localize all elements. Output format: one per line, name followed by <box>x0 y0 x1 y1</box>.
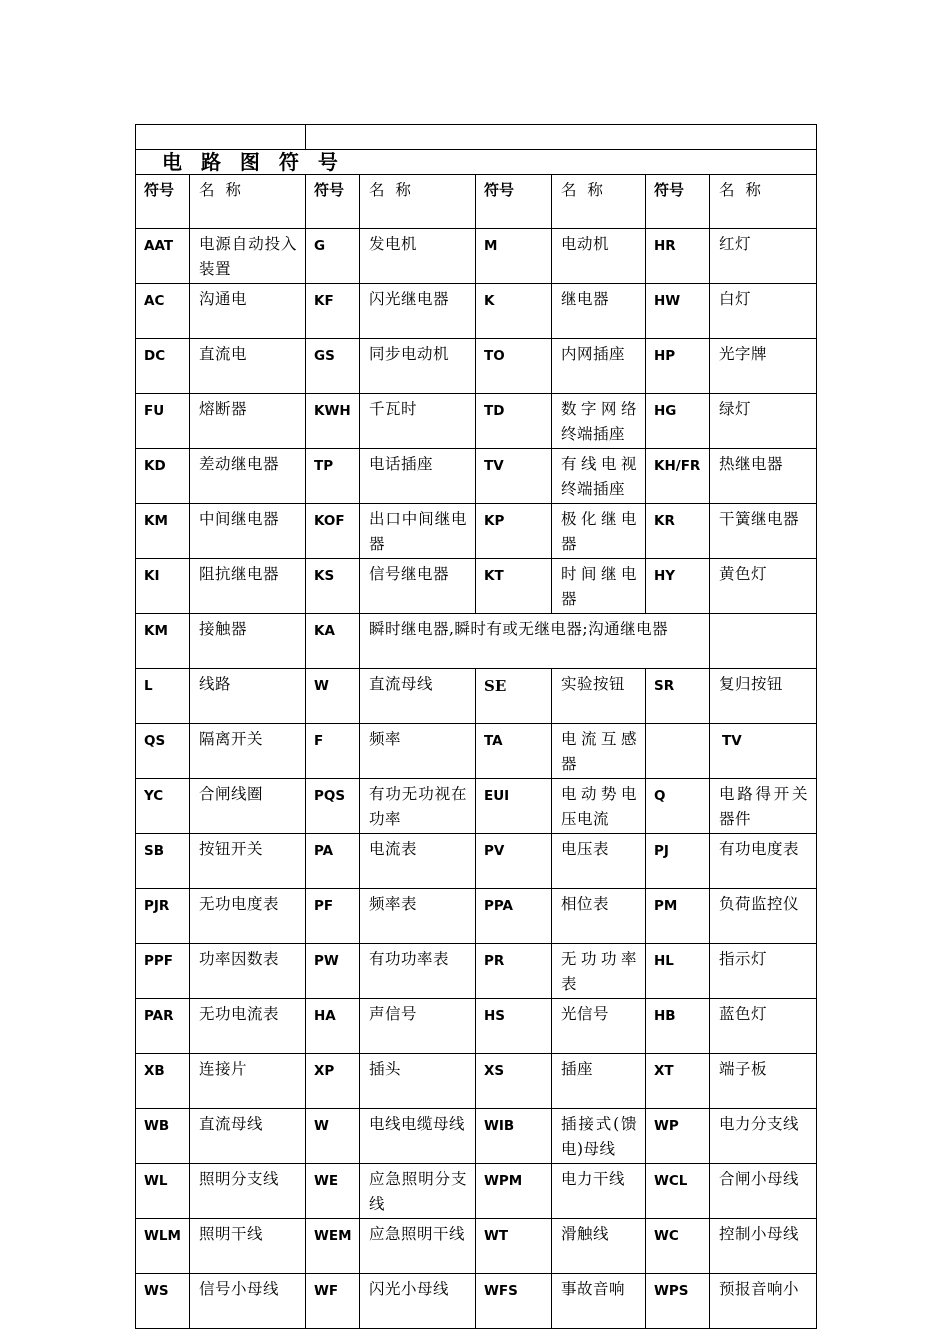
symbol-cell: HW <box>646 284 710 339</box>
symbol-cell: QS <box>136 724 190 779</box>
symbol-cell: KM <box>136 614 190 669</box>
name-cell: 电动机 <box>552 229 646 284</box>
table-row <box>136 1274 817 1329</box>
name-cell: 同步电动机 <box>360 339 476 394</box>
symbol-cell: DC <box>136 339 190 394</box>
symbol-cell: KA <box>306 614 360 669</box>
name-cell: 有线电视终端插座 <box>552 449 646 504</box>
symbol-cell: PV <box>476 834 552 889</box>
symbol-cell: PR <box>476 944 552 999</box>
symbol-table <box>135 124 817 1329</box>
name-cell: 控制小母线 <box>710 1219 817 1274</box>
symbol-cell: KR <box>646 504 710 559</box>
symbol-cell: PW <box>306 944 360 999</box>
top-right-cell <box>306 125 817 150</box>
page-title: 电 路 图 符 号 <box>162 150 344 174</box>
table-top-row <box>136 125 817 150</box>
name-cell: 闪光小母线 <box>360 1274 476 1329</box>
table-row <box>136 1164 817 1219</box>
header-symbol: 符号 <box>476 175 552 229</box>
symbol-cell: F <box>306 724 360 779</box>
name-cell: 千瓦时 <box>360 394 476 449</box>
name-cell: 功率因数表 <box>190 944 306 999</box>
symbol-cell: W <box>306 1109 360 1164</box>
symbol-cell: KF <box>306 284 360 339</box>
name-cell: 隔离开关 <box>190 724 306 779</box>
name-cell: 声信号 <box>360 999 476 1054</box>
symbol-cell: KP <box>476 504 552 559</box>
symbol-cell: SR <box>646 669 710 724</box>
symbol-cell: AC <box>136 284 190 339</box>
name-cell: 预报音响小 <box>710 1274 817 1329</box>
table-row <box>136 339 817 394</box>
title-row <box>136 150 817 175</box>
top-left-cell <box>136 125 306 150</box>
symbol-cell: EUI <box>476 779 552 834</box>
name-cell: TV <box>710 724 817 779</box>
symbol-cell: WLM <box>136 1219 190 1274</box>
symbol-cell: PJ <box>646 834 710 889</box>
name-cell: 合闸线圈 <box>190 779 306 834</box>
table-row <box>136 1054 817 1109</box>
name-cell: 闪光继电器 <box>360 284 476 339</box>
header-name: 名 称 <box>360 175 476 229</box>
table-row <box>136 889 817 944</box>
symbol-cell: GS <box>306 339 360 394</box>
name-cell: 继电器 <box>552 284 646 339</box>
name-cell: 照明分支线 <box>190 1164 306 1219</box>
symbol-cell: XP <box>306 1054 360 1109</box>
name-cell: 光信号 <box>552 999 646 1054</box>
name-cell: 电压表 <box>552 834 646 889</box>
symbol-cell: W <box>306 669 360 724</box>
name-cell: 阻抗继电器 <box>190 559 306 614</box>
symbol-cell: M <box>476 229 552 284</box>
table-row <box>136 229 817 284</box>
name-cell: 干簧继电器 <box>710 504 817 559</box>
name-cell: 绿灯 <box>710 394 817 449</box>
name-cell: 直流母线 <box>190 1109 306 1164</box>
name-cell: 直流电 <box>190 339 306 394</box>
symbol-cell: WPS <box>646 1274 710 1329</box>
name-cell: 频率 <box>360 724 476 779</box>
name-cell: 瞬时继电器,瞬时有或无继电器;沟通继电器 <box>360 614 710 669</box>
symbol-cell: PJR <box>136 889 190 944</box>
symbol-cell: HG <box>646 394 710 449</box>
name-cell: 插座 <box>552 1054 646 1109</box>
name-cell: 无功功率表 <box>552 944 646 999</box>
symbol-cell: WS <box>136 1274 190 1329</box>
name-cell: 线路 <box>190 669 306 724</box>
name-cell: 内网插座 <box>552 339 646 394</box>
name-cell: 插接式(馈电)母线 <box>552 1109 646 1164</box>
symbol-cell: KH/FR <box>646 449 710 504</box>
symbol-cell: K <box>476 284 552 339</box>
symbol-cell: KWH <box>306 394 360 449</box>
table-row <box>136 724 817 779</box>
name-cell: 接触器 <box>190 614 306 669</box>
symbol-cell: WC <box>646 1219 710 1274</box>
name-cell: 电话插座 <box>360 449 476 504</box>
name-cell: 合闸小母线 <box>710 1164 817 1219</box>
table-row <box>136 449 817 504</box>
symbol-cell: FU <box>136 394 190 449</box>
table-row <box>136 1219 817 1274</box>
name-cell: 连接片 <box>190 1054 306 1109</box>
table-row <box>136 504 817 559</box>
symbol-cell: Q <box>646 779 710 834</box>
name-cell: 无功电流表 <box>190 999 306 1054</box>
symbol-cell: KOF <box>306 504 360 559</box>
table-row <box>136 284 817 339</box>
symbol-cell: HP <box>646 339 710 394</box>
header-name: 名 称 <box>552 175 646 229</box>
symbol-cell: PAR <box>136 999 190 1054</box>
symbol-cell: KD <box>136 449 190 504</box>
table-row-merged <box>136 614 817 669</box>
name-cell: 电力分支线 <box>710 1109 817 1164</box>
table-row <box>136 779 817 834</box>
name-cell: 有功电度表 <box>710 834 817 889</box>
name-cell: 有功功率表 <box>360 944 476 999</box>
symbol-cell: WP <box>646 1109 710 1164</box>
name-cell: 熔断器 <box>190 394 306 449</box>
name-cell: 时间继电器 <box>552 559 646 614</box>
symbol-cell: HA <box>306 999 360 1054</box>
header-name: 名 称 <box>710 175 817 229</box>
name-cell: 实验按钮 <box>552 669 646 724</box>
empty-cell <box>710 614 817 669</box>
symbol-cell: HY <box>646 559 710 614</box>
symbol-cell: WL <box>136 1164 190 1219</box>
name-cell: 相位表 <box>552 889 646 944</box>
symbol-cell: TA <box>476 724 552 779</box>
name-cell: 无功电度表 <box>190 889 306 944</box>
symbol-cell: HR <box>646 229 710 284</box>
name-cell: 按钮开关 <box>190 834 306 889</box>
table-row <box>136 394 817 449</box>
name-cell: 出口中间继电器 <box>360 504 476 559</box>
symbol-cell: WEM <box>306 1219 360 1274</box>
header-symbol: 符号 <box>646 175 710 229</box>
name-cell: 负荷监控仪 <box>710 889 817 944</box>
name-cell: 复归按钮 <box>710 669 817 724</box>
symbol-cell: WFS <box>476 1274 552 1329</box>
symbol-cell: XS <box>476 1054 552 1109</box>
symbol-cell: SB <box>136 834 190 889</box>
symbol-cell: PF <box>306 889 360 944</box>
name-cell: 极化继电器 <box>552 504 646 559</box>
name-cell: 中间继电器 <box>190 504 306 559</box>
symbol-cell: PQS <box>306 779 360 834</box>
name-cell: 有功无功视在功率 <box>360 779 476 834</box>
table-row <box>136 1109 817 1164</box>
name-cell: 电流互感器 <box>552 724 646 779</box>
symbol-cell: WIB <box>476 1109 552 1164</box>
symbol-cell: XT <box>646 1054 710 1109</box>
symbol-cell: KT <box>476 559 552 614</box>
name-cell: 电流表 <box>360 834 476 889</box>
symbol-cell: PPA <box>476 889 552 944</box>
symbol-cell: KI <box>136 559 190 614</box>
symbol-cell: WCL <box>646 1164 710 1219</box>
name-cell: 数字网络终端插座 <box>552 394 646 449</box>
name-cell: 沟通电 <box>190 284 306 339</box>
name-cell: 电力干线 <box>552 1164 646 1219</box>
name-cell: 信号继电器 <box>360 559 476 614</box>
name-cell: 电线电缆母线 <box>360 1109 476 1164</box>
symbol-cell: G <box>306 229 360 284</box>
header-name: 名 称 <box>190 175 306 229</box>
symbol-cell <box>646 724 710 779</box>
symbol-cell: PM <box>646 889 710 944</box>
symbol-cell: HS <box>476 999 552 1054</box>
name-cell: 红灯 <box>710 229 817 284</box>
name-cell: 插头 <box>360 1054 476 1109</box>
table-row <box>136 669 817 724</box>
name-cell: 电动势电压电流 <box>552 779 646 834</box>
table-row <box>136 559 817 614</box>
name-cell: 照明干线 <box>190 1219 306 1274</box>
symbol-cell: WPM <box>476 1164 552 1219</box>
name-cell: 电路得开关器件 <box>710 779 817 834</box>
symbol-cell: L <box>136 669 190 724</box>
symbol-cell: HL <box>646 944 710 999</box>
name-cell: 光字牌 <box>710 339 817 394</box>
symbol-cell: WB <box>136 1109 190 1164</box>
name-cell: 信号小母线 <box>190 1274 306 1329</box>
title-cell <box>136 150 817 175</box>
symbol-cell: KS <box>306 559 360 614</box>
header-row <box>136 175 817 229</box>
symbol-cell: KM <box>136 504 190 559</box>
symbol-cell: PPF <box>136 944 190 999</box>
name-cell: 电源自动投入装置 <box>190 229 306 284</box>
name-cell: 发电机 <box>360 229 476 284</box>
name-cell: 频率表 <box>360 889 476 944</box>
name-cell: 热继电器 <box>710 449 817 504</box>
symbol-cell: WE <box>306 1164 360 1219</box>
symbol-cell: PA <box>306 834 360 889</box>
name-cell: 应急照明干线 <box>360 1219 476 1274</box>
table-row <box>136 834 817 889</box>
symbol-cell: TV <box>476 449 552 504</box>
symbol-cell: AAT <box>136 229 190 284</box>
symbol-cell: WF <box>306 1274 360 1329</box>
name-cell: 滑触线 <box>552 1219 646 1274</box>
header-symbol: 符号 <box>306 175 360 229</box>
name-cell: 端子板 <box>710 1054 817 1109</box>
symbol-cell: YC <box>136 779 190 834</box>
symbol-cell: WT <box>476 1219 552 1274</box>
table-row <box>136 944 817 999</box>
name-cell: 蓝色灯 <box>710 999 817 1054</box>
name-cell: 黄色灯 <box>710 559 817 614</box>
table-row <box>136 999 817 1054</box>
name-cell: 白灯 <box>710 284 817 339</box>
name-cell: 应急照明分支线 <box>360 1164 476 1219</box>
name-cell: 指示灯 <box>710 944 817 999</box>
name-cell: 直流母线 <box>360 669 476 724</box>
symbol-cell: TP <box>306 449 360 504</box>
symbol-cell: TO <box>476 339 552 394</box>
symbol-cell: SE <box>476 669 552 724</box>
symbol-cell: TD <box>476 394 552 449</box>
symbol-cell: XB <box>136 1054 190 1109</box>
name-cell: 差动继电器 <box>190 449 306 504</box>
header-symbol: 符号 <box>136 175 190 229</box>
name-cell: 事故音响 <box>552 1274 646 1329</box>
symbol-cell: HB <box>646 999 710 1054</box>
